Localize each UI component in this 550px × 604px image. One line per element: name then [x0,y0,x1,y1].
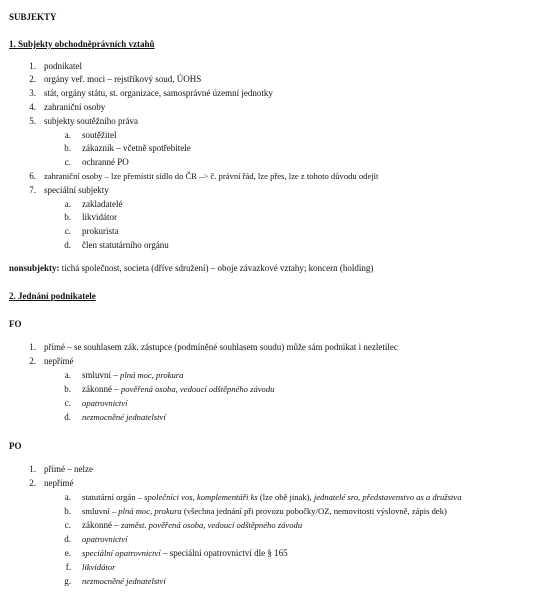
po-heading: PO [9,441,22,451]
fo-heading: FO [9,319,22,329]
list-subitem: statutární orgán – společníci vos, komplementáři ks (lze obě jinak), jednatelé sro, představenstvo as a družstva [82,492,462,502]
list-subitem: soutěžitel [82,130,117,140]
list-letter: a. [64,199,71,209]
document-title: SUBJEKTY [9,12,57,22]
list-number: 2. [29,478,36,488]
list-letter: a. [64,492,71,502]
list-letter: e. [64,548,71,558]
list-number: 1. [29,342,36,352]
list-letter: b. [64,384,71,394]
nonsubjekty-text: tichá společnost, societa (dříve sdružení) – oboje závazkové vztahy; koncern (holding) [59,263,374,273]
list-number: 4. [29,102,36,112]
list-subitem: člen statutárního orgánu [82,240,169,250]
list-subitem: smluvní – plná moc, prokura [82,370,184,380]
list-subitem: opatrovnictví [82,398,128,408]
list-item: stát, orgány státu, st. organizace, samosprávné územní jednotky [44,88,273,98]
list-letter: b. [64,506,71,516]
list-item: přímé – nelze [44,464,93,474]
list-letter: b. [64,143,71,153]
list-subitem: opatrovnictví [82,534,128,544]
section-1-heading: 1. Subjekty obchodněprávních vztahů [9,39,155,49]
list-number: 2. [29,356,36,366]
list-item: zahraniční osoby [44,102,106,112]
section-2-heading: 2. Jednání podnikatele [9,291,96,301]
list-number: 2. [29,74,36,84]
list-item: zahraniční osoby – lze přemístit sídlo do ČR –> č. právní řád, lze přes, lze z tohoto důvodu odejít [44,171,379,181]
list-number: 6. [29,171,36,181]
list-letter: b. [64,212,71,222]
list-item: přímé – se souhlasem zák. zástupce (podmíněné souhlasem soudu) může sám podnikat i nezletilec [44,342,398,352]
list-number: 5. [29,116,36,126]
list-number: 1. [29,464,36,474]
list-item: subjekty soutěžního práva [44,116,138,126]
list-subitem: zákonné – zaměst. pověřená osoba, vedoucí odštěpného závodu [82,520,303,530]
list-item: podnikatel [44,61,82,71]
list-subitem: speciální opatrovnictví – speciální opatrovnictví dle § 165 [82,548,288,558]
list-subitem: likvidátor [82,562,116,572]
list-subitem: smluvní – plná moc, prokura (všechna jednání při provozu pobočky/OZ, nemovitosti výslovně, zápis dek) [82,506,447,516]
list-letter: d. [64,240,71,250]
list-letter: g. [64,576,71,586]
list-subitem: zákonné – pověřená osoba, vedoucí odštěpného závodu [82,384,275,394]
list-item: speciální subjekty [44,185,109,195]
list-letter: f. [65,562,71,572]
list-letter: a. [64,370,71,380]
list-number: 1. [29,61,36,71]
list-letter: c. [64,157,71,167]
list-number: 7. [29,185,36,195]
list-letter: c. [64,226,71,236]
list-subitem: prokurista [82,226,119,236]
list-item: nepřímé [44,478,74,488]
list-subitem: ochranné PO [82,157,129,167]
list-item: orgány veř. moci – rejstříkový soud, ÚOHS [44,74,202,84]
list-subitem: likvidátor [82,212,117,222]
list-subitem: zákazník – včetně spotřebitele [82,143,191,153]
list-subitem: nezmocněné jednatelství [82,576,166,586]
list-subitem: zakladatelé [82,199,123,209]
list-letter: a. [64,130,71,140]
list-subitem: nezmocněné jednatelství [82,412,166,422]
list-letter: d. [64,534,71,544]
list-number: 3. [29,88,36,98]
list-item: nepřímé [44,356,74,366]
list-letter: c. [64,398,71,408]
nonsubjekty-label: nonsubjekty: [9,263,60,273]
nonsubjekty-line [9,263,373,274]
list-letter: c. [64,520,71,530]
list-letter: d. [64,412,71,422]
